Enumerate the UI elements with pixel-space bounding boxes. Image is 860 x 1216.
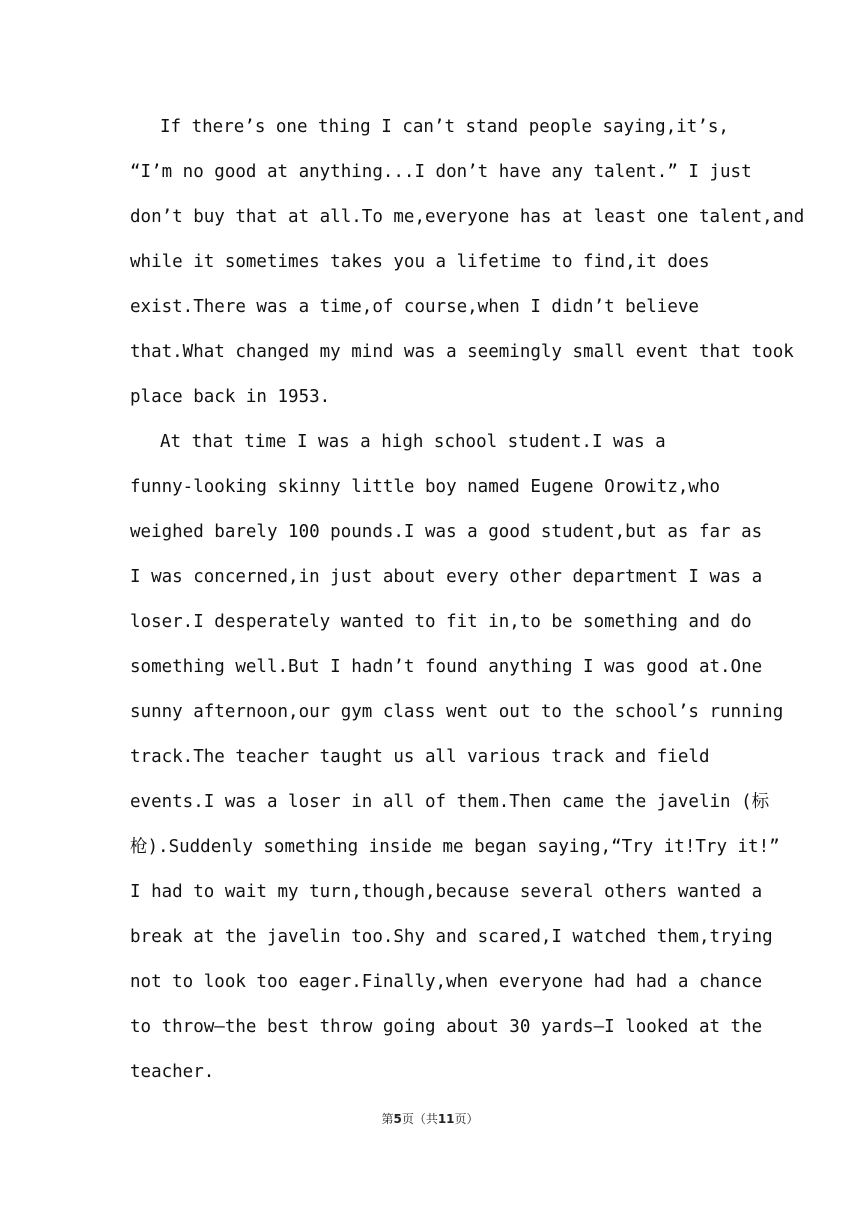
footer-middle: 页（共 bbox=[401, 1112, 438, 1126]
text-line: loser.I desperately wanted to fit in,to be something and do bbox=[130, 612, 752, 632]
text-line: “I’m no good at anything...I don’t have any talent.” I just bbox=[130, 162, 752, 182]
text-line: teacher. bbox=[130, 1062, 215, 1082]
text-line: something well.But I hadn’t found anything I was good at.One bbox=[130, 657, 763, 677]
footer-prefix: 第 bbox=[381, 1112, 394, 1126]
text-line: that.What changed my mind was a seemingly small event that took bbox=[130, 342, 794, 362]
text-line: If there’s one thing I can’t stand people saying,it’s, bbox=[160, 117, 729, 137]
text-line: I was concerned,in just about every other department I was a bbox=[130, 567, 763, 587]
text-line: track.The teacher taught us all various track and field bbox=[130, 747, 710, 767]
text-line: break at the javelin too.Shy and scared,I watched them,trying bbox=[130, 927, 773, 947]
text-line: weighed barely 100 pounds.I was a good student,but as far as bbox=[130, 522, 763, 542]
text-line: place back in 1953. bbox=[130, 387, 331, 407]
body-text bbox=[130, 105, 805, 1095]
text-line: don’t buy that at all.To me,everyone has at least one talent,and bbox=[130, 207, 805, 227]
page-footer bbox=[0, 1110, 860, 1127]
text-line: to throw—the best throw going about 30 yards—I looked at the bbox=[130, 1017, 763, 1037]
text-line: events.I was a loser in all of them.Then came the javelin (标 bbox=[130, 792, 770, 812]
text-line: while it sometimes takes you a lifetime to find,it does bbox=[130, 252, 710, 272]
current-page-number: 5 bbox=[393, 1112, 402, 1126]
text-line: 枪).Suddenly something inside me began saying,“Try it!Try it!” bbox=[130, 837, 780, 857]
footer-suffix: 页） bbox=[454, 1112, 479, 1126]
text-line: funny-looking skinny little boy named Eugene Orowitz,who bbox=[130, 477, 721, 497]
text-line: not to look too eager.Finally,when everyone had had a chance bbox=[130, 972, 763, 992]
text-line: I had to wait my turn,though,because several others wanted a bbox=[130, 882, 763, 902]
total-pages-number: 11 bbox=[437, 1112, 455, 1126]
text-line: exist.There was a time,of course,when I didn’t believe bbox=[130, 297, 699, 317]
text-line: sunny afternoon,our gym class went out to the school’s running bbox=[130, 702, 784, 722]
text-line: At that time I was a high school student.I was a bbox=[160, 432, 666, 452]
